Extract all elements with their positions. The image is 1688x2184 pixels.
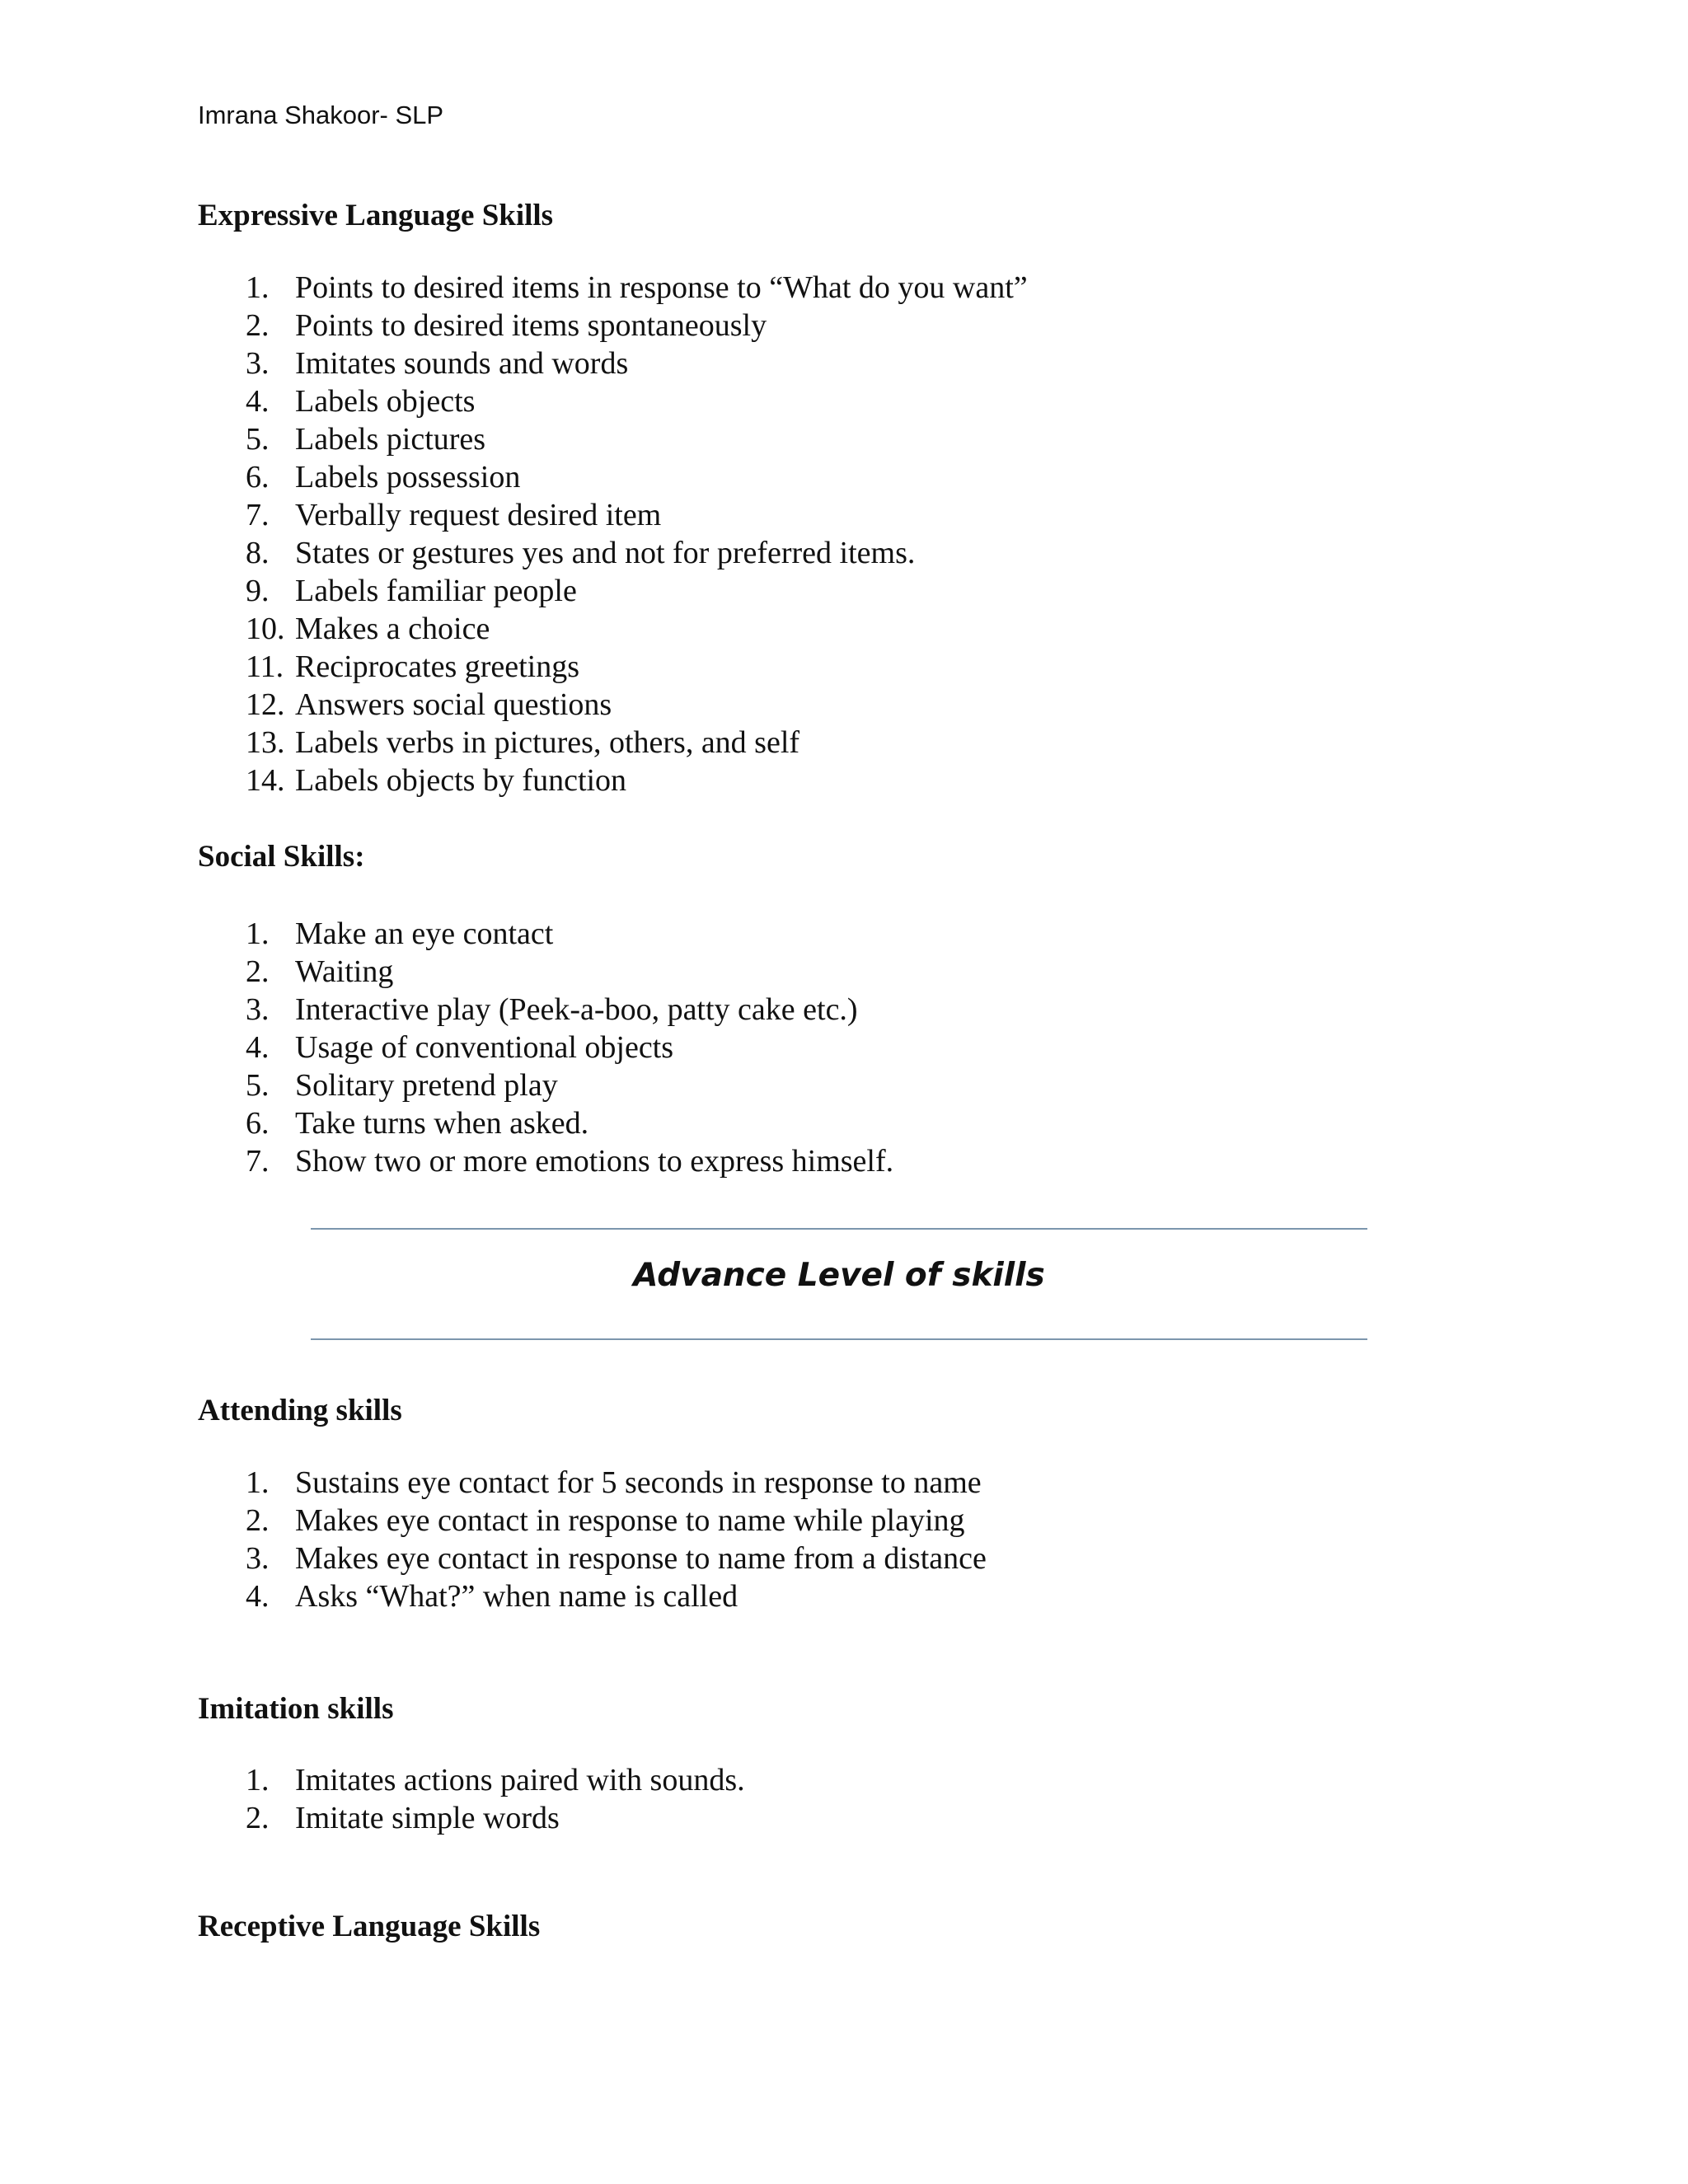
list-item-text: Points to desired items in response to “What do you want” [295, 270, 1028, 305]
list-item-number: 14. [246, 763, 285, 798]
list-item-number: 1. [246, 1763, 270, 1797]
list-item-number: 7. [246, 498, 270, 532]
banner-title: Advance Level of skills [633, 1257, 1045, 1294]
list-item-number: 12. [246, 687, 285, 722]
list-item-number: 4. [246, 1030, 270, 1065]
list-item-number: 2. [246, 954, 270, 989]
list-item-number: 2. [246, 308, 270, 343]
list-item-text: Labels objects by function [295, 763, 627, 798]
banner-bottom-rule [311, 1338, 1367, 1340]
list-item-text: Imitate simple words [295, 1801, 560, 1835]
list-item-number: 3. [246, 346, 270, 381]
section-heading-attending: Attending skills [198, 1394, 402, 1427]
list-item-text: Labels possession [295, 460, 521, 494]
list-item-text: Labels familiar people [295, 574, 577, 608]
list-item-number: 6. [246, 1106, 270, 1141]
list-item-text: Imitates sounds and words [295, 346, 629, 381]
list-item-number: 10. [246, 612, 285, 646]
list-item-text: Labels objects [295, 384, 476, 419]
list-item-number: 1. [246, 270, 270, 305]
list-item-text: Reciprocates greetings [295, 649, 580, 684]
section-heading-expressive: Expressive Language Skills [198, 199, 554, 232]
section-heading-social: Social Skills: [198, 840, 365, 874]
list-item-text: Makes eye contact in response to name from a distance [295, 1541, 987, 1576]
list-item-text: Labels pictures [295, 422, 486, 457]
list-item-text: Interactive play (Peek-a-boo, patty cake etc.) [295, 992, 858, 1027]
list-item-text: Sustains eye contact for 5 seconds in response to name [295, 1465, 982, 1500]
list-item-text: Makes eye contact in response to name while playing [295, 1503, 965, 1538]
list-item-number: 8. [246, 536, 270, 570]
list-item-number: 11. [246, 649, 284, 684]
list-item-number: 2. [246, 1503, 270, 1538]
list-item-text: Make an eye contact [295, 916, 554, 951]
list-item-text: Answers social questions [295, 687, 612, 722]
list-item-text: Imitates actions paired with sounds. [295, 1763, 745, 1797]
header-author: Imrana Shakoor- SLP [198, 101, 444, 129]
list-item-text: Makes a choice [295, 612, 490, 646]
list-item-number: 13. [246, 725, 285, 760]
list-item-text: Waiting [295, 954, 394, 989]
list-item-text: Show two or more emotions to express himself. [295, 1144, 894, 1179]
list-item-number: 7. [246, 1144, 270, 1179]
list-item-number: 3. [246, 992, 270, 1027]
list-item-number: 1. [246, 1465, 270, 1500]
list-item-text: States or gestures yes and not for preferred items. [295, 536, 916, 570]
list-item-text: Labels verbs in pictures, others, and self [295, 725, 800, 760]
list-item-number: 5. [246, 1068, 270, 1103]
list-item-text: Asks “What?” when name is called [295, 1579, 738, 1614]
list-item-number: 1. [246, 916, 270, 951]
list-item-number: 9. [246, 574, 270, 608]
list-item-number: 4. [246, 1579, 270, 1614]
list-item-number: 6. [246, 460, 270, 494]
list-item-text: Usage of conventional objects [295, 1030, 674, 1065]
list-item-number: 2. [246, 1801, 270, 1835]
list-item-text: Take turns when asked. [295, 1106, 589, 1141]
banner-top-rule [311, 1228, 1367, 1230]
list-item-text: Solitary pretend play [295, 1068, 558, 1103]
section-heading-receptive: Receptive Language Skills [198, 1910, 541, 1943]
list-item-number: 4. [246, 384, 270, 419]
list-item-number: 3. [246, 1541, 270, 1576]
list-item-text: Points to desired items spontaneously [295, 308, 767, 343]
list-item-text: Verbally request desired item [295, 498, 662, 532]
section-heading-imitation: Imitation skills [198, 1692, 394, 1726]
list-item-number: 5. [246, 422, 270, 457]
